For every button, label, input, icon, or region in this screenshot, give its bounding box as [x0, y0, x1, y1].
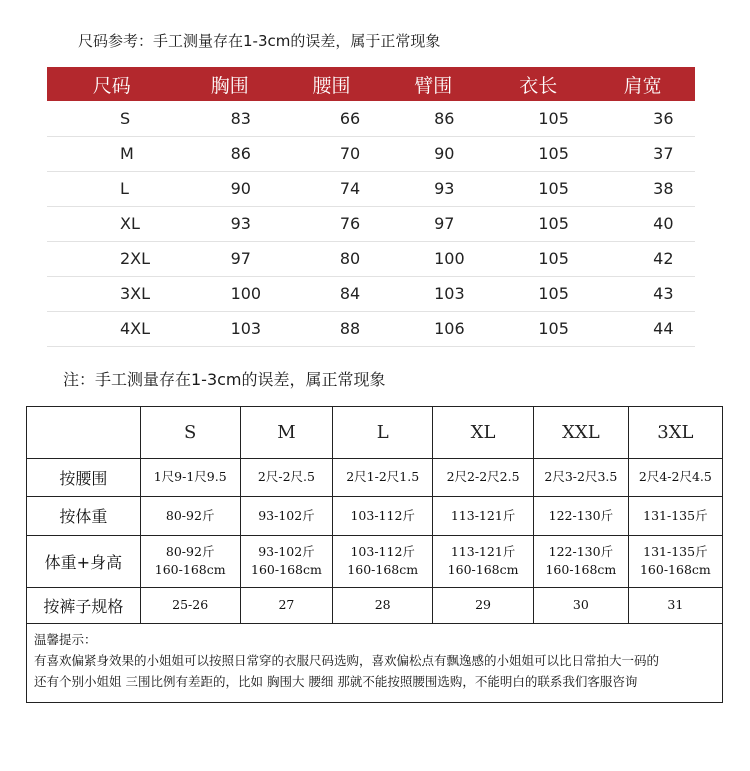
cell-length: 105: [486, 311, 590, 346]
cell-length: 105: [486, 206, 590, 241]
height-range: 160-168cm: [347, 562, 419, 577]
cell-arm: 86: [380, 101, 486, 136]
cell-size: 4XL: [47, 311, 177, 346]
weight-range: 113-121斤: [450, 544, 516, 559]
pants-value: 30: [534, 587, 629, 623]
size-header: M: [240, 407, 333, 458]
weight-height-value: [333, 535, 433, 587]
size-header: XXL: [534, 407, 629, 458]
waist-value: 2尺-2尺.5: [240, 458, 333, 496]
table-row: [47, 311, 695, 346]
size-header: 3XL: [628, 407, 722, 458]
weight-height-value: [534, 535, 629, 587]
pants-value: 25-26: [140, 587, 240, 623]
pants-value: 28: [333, 587, 433, 623]
weight-height-value: [140, 535, 240, 587]
waist-value: 2尺1-2尺1.5: [333, 458, 433, 496]
cell-waist: 66: [283, 101, 380, 136]
tips-line: 还有个别小姐姐 三围比例有差距的，比如 胸围大 腰细 那就不能按照腰围选购，不能明白的联系我们客服咨询: [34, 674, 638, 689]
height-range: 160-168cm: [545, 562, 617, 577]
waist-value: 2尺4-2尺4.5: [628, 458, 722, 496]
cell-size: S: [47, 101, 177, 136]
row-label-waist: 按腰围: [27, 458, 140, 496]
cell-waist: 76: [283, 206, 380, 241]
row-label-pants: 按裤子规格: [27, 587, 140, 623]
table-row: [47, 276, 695, 311]
size-recommendation-box: [26, 406, 723, 703]
cell-length: 105: [486, 171, 590, 206]
cell-waist: 80: [283, 241, 380, 276]
height-range: 160-168cm: [251, 562, 322, 577]
weight-range: 93-102斤: [258, 544, 315, 559]
header-size: 尺码: [47, 67, 177, 101]
pants-value: 29: [433, 587, 534, 623]
measurement-error-note: 注：手工测量存在1-3cm的误差，属正常现象: [63, 370, 386, 389]
size-recommendation-table: [27, 407, 722, 624]
pants-value: 27: [240, 587, 333, 623]
corner-cell: [27, 407, 140, 458]
size-header: L: [333, 407, 433, 458]
tips-title: 温馨提示：: [34, 632, 97, 647]
weight-range: 103-112斤: [350, 544, 415, 559]
weight-value: 80-92斤: [140, 496, 240, 535]
weight-value: 113-121斤: [433, 496, 534, 535]
cell-arm: 103: [380, 276, 486, 311]
header-length: 衣长: [486, 67, 590, 101]
weight-value: 122-130斤: [534, 496, 629, 535]
table-row: [27, 458, 722, 496]
row-label-weight: 按体重: [27, 496, 140, 535]
waist-value: 2尺3-2尺3.5: [534, 458, 629, 496]
cell-shoulder: 43: [590, 276, 695, 311]
table-row: [47, 241, 695, 276]
cell-size: XL: [47, 206, 177, 241]
cell-size: L: [47, 171, 177, 206]
cell-size: 2XL: [47, 241, 177, 276]
table-row: [27, 535, 722, 587]
weight-value: 93-102斤: [240, 496, 333, 535]
height-range: 160-168cm: [447, 562, 519, 577]
table-row: [47, 136, 695, 171]
weight-value: 103-112斤: [333, 496, 433, 535]
cell-bust: 86: [177, 136, 283, 171]
row-label-weight-height: 体重+身高: [27, 535, 140, 587]
weight-range: 131-135斤: [643, 544, 708, 559]
cell-size: M: [47, 136, 177, 171]
cell-arm: 97: [380, 206, 486, 241]
table-row: [47, 171, 695, 206]
cell-size: 3XL: [47, 276, 177, 311]
weight-height-value: [628, 535, 722, 587]
cell-bust: 93: [177, 206, 283, 241]
header-waist: 腰围: [283, 67, 380, 101]
cell-bust: 103: [177, 311, 283, 346]
size-header: XL: [433, 407, 534, 458]
header-shoulder: 肩宽: [590, 67, 695, 101]
table-row: [27, 587, 722, 623]
table-row: [47, 206, 695, 241]
size-header: S: [140, 407, 240, 458]
cell-bust: 100: [177, 276, 283, 311]
cell-arm: 106: [380, 311, 486, 346]
table-row: [47, 101, 695, 136]
tips-section: [34, 629, 718, 692]
header-arm: 臂围: [380, 67, 486, 101]
cell-waist: 84: [283, 276, 380, 311]
tips-line: 有喜欢偏紧身效果的小姐姐可以按照日常穿的衣服尺码选购，喜欢偏松点有飘逸感的小姐姐可以比日常拍大一码的: [34, 653, 660, 668]
cell-shoulder: 38: [590, 171, 695, 206]
fit-header-row: [27, 407, 722, 458]
cell-waist: 74: [283, 171, 380, 206]
cell-shoulder: 44: [590, 311, 695, 346]
cell-length: 105: [486, 136, 590, 171]
cell-shoulder: 37: [590, 136, 695, 171]
size-table-header: [47, 67, 695, 101]
waist-value: 1尺9-1尺9.5: [140, 458, 240, 496]
weight-height-value: [240, 535, 333, 587]
weight-value: 131-135斤: [628, 496, 722, 535]
cell-waist: 70: [283, 136, 380, 171]
cell-bust: 97: [177, 241, 283, 276]
cell-arm: 100: [380, 241, 486, 276]
weight-height-value: [433, 535, 534, 587]
waist-value: 2尺2-2尺2.5: [433, 458, 534, 496]
cell-shoulder: 36: [590, 101, 695, 136]
cell-shoulder: 40: [590, 206, 695, 241]
cell-bust: 83: [177, 101, 283, 136]
cell-waist: 88: [283, 311, 380, 346]
weight-range: 80-92斤: [165, 544, 215, 559]
cell-length: 105: [486, 101, 590, 136]
height-range: 160-168cm: [639, 562, 711, 577]
cell-length: 105: [486, 241, 590, 276]
height-range: 160-168cm: [154, 562, 226, 577]
cell-bust: 90: [177, 171, 283, 206]
cell-shoulder: 42: [590, 241, 695, 276]
cell-length: 105: [486, 276, 590, 311]
weight-range: 122-130斤: [548, 544, 614, 559]
size-measurement-table: [47, 67, 695, 347]
cell-arm: 93: [380, 171, 486, 206]
header-bust: 胸围: [177, 67, 283, 101]
cell-arm: 90: [380, 136, 486, 171]
table-row: [27, 496, 722, 535]
pants-value: 31: [628, 587, 722, 623]
size-reference-note: 尺码参考：手工测量存在1-3cm的误差，属于正常现象: [78, 32, 441, 50]
